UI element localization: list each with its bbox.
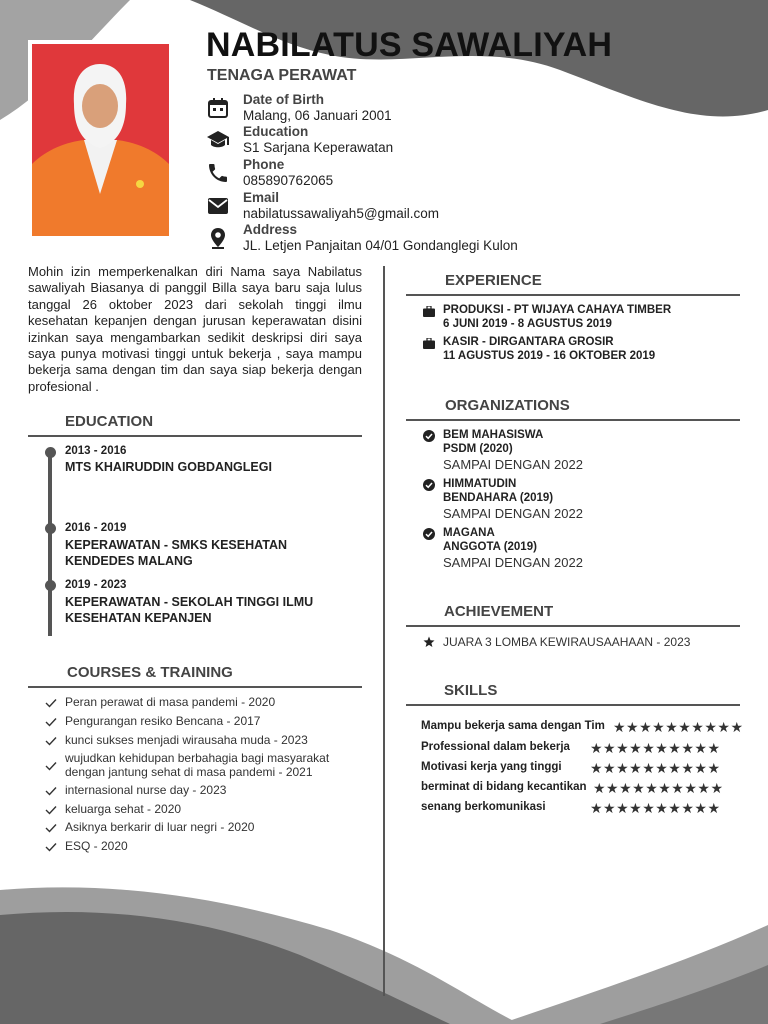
courses-heading: COURSES & TRAINING (67, 664, 233, 681)
about-paragraph: Mohin izin memperkenalkan diri Nama saya Nabilatus sawaliyah Biasanya di panggil Billa saya baru saja lulus tanggal 26 oktober 2023 dari sekolah tinggi ilmu kesehatan kepanjen dengan jurusan keperawatan disini izinkan saya mengambarkan sedikit deskripsi diri saya saya punya motivasi tinggi untuk bekerja , saya mampu bekerja sama dengan tim dan saya siap bekerja dengan profesional . (28, 264, 362, 394)
education-heading: EDUCATION (65, 413, 154, 430)
column-divider (383, 266, 385, 996)
profile-photo (28, 40, 173, 240)
check-circle-icon (423, 479, 435, 491)
contact-label: Email (243, 190, 280, 205)
organization-position: ANGGOTA (2019) (443, 541, 537, 553)
star-icon (423, 636, 435, 648)
organization-position: BENDAHARA (2019) (443, 492, 554, 504)
skill-rating-stars: ★★★★★★★★★★ (613, 719, 744, 735)
skills-underline (406, 704, 740, 706)
course-text: wujudkan kehidupan berbahagia bagi masyarakat (65, 751, 330, 765)
achievement-underline (406, 625, 740, 627)
contact-label: Date of Birth (243, 92, 324, 107)
education-timeline (48, 452, 52, 636)
organization-position: PSDM (2020) (443, 443, 513, 455)
location-pin-icon (206, 226, 230, 250)
experience-period: 11 AGUSTUS 2019 - 16 OKTOBER 2019 (443, 350, 656, 362)
experience-role: PRODUKSI - PT WIJAYA CAHAYA TIMBER (443, 304, 672, 316)
contact-label: Address (243, 222, 298, 237)
checkmark-icon (45, 717, 57, 727)
email-icon (206, 194, 230, 218)
checkmark-icon (45, 805, 57, 815)
briefcase-icon (423, 306, 435, 317)
phone-icon (206, 161, 230, 185)
skill-name: senang berkomunikasi (421, 801, 546, 813)
contact-value: S1 Sarjana Keperawatan (243, 140, 394, 155)
course-text: keluarga sehat - 2020 (65, 802, 182, 816)
education-underline (28, 435, 362, 437)
contact-value: nabilatussawaliyah5@gmail.com (243, 206, 440, 221)
experience-role: KASIR - DIRGANTARA GROSIR (443, 336, 614, 348)
education-years: 2019 - 2023 (65, 579, 127, 591)
skill-rating-stars: ★★★★★★★★★★ (590, 800, 721, 816)
courses-underline (28, 686, 362, 688)
checkmark-icon (45, 698, 57, 708)
organization-name: BEM MAHASISWA (443, 429, 544, 441)
organization-period: SAMPAI DENGAN 2022 (443, 457, 583, 472)
graduation-cap-icon (206, 128, 230, 152)
checkmark-icon (45, 842, 57, 852)
calendar-icon (206, 96, 230, 120)
course-text: internasional nurse day - 2023 (65, 783, 227, 797)
contact-value: JL. Letjen Panjaitan 04/01 Gondanglegi Kulon (243, 238, 518, 253)
organizations-underline (406, 419, 740, 421)
briefcase-icon (423, 338, 435, 349)
skill-rating-stars: ★★★★★★★★★★ (593, 780, 724, 796)
education-years: 2013 - 2016 (65, 445, 127, 457)
timeline-dot (45, 447, 56, 458)
organizations-heading: ORGANIZATIONS (445, 397, 570, 414)
contact-value: Malang, 06 Januari 2001 (243, 108, 392, 123)
checkmark-icon (45, 786, 57, 796)
skill-name: berminat di bidang kecantikan (421, 781, 587, 793)
skill-name: Motivasi kerja yang tinggi (421, 761, 562, 773)
course-text: Asiknya berkarir di luar negri - 2020 (65, 820, 255, 834)
course-text: kunci sukses menjadi wirausaha muda - 2023 (65, 733, 308, 747)
organization-period: SAMPAI DENGAN 2022 (443, 506, 583, 521)
organization-period: SAMPAI DENGAN 2022 (443, 555, 583, 570)
full-name: NABILATUS SAWALIYAH (206, 26, 613, 64)
course-text: dengan jantung sehat di masa pandemi - 2021 (65, 765, 313, 779)
job-title: TENAGA PERAWAT (207, 67, 357, 84)
education-school: MTS KHAIRUDDIN GOBDANGLEGI (65, 460, 272, 474)
skill-name: Mampu bekerja sama dengan Tim (421, 720, 605, 732)
education-school: KEPERAWATAN - SEKOLAH TINGGI ILMU KESEHATAN KEPANJEN (65, 595, 314, 625)
contact-label: Phone (243, 157, 285, 172)
skill-rating-stars: ★★★★★★★★★★ (590, 740, 721, 756)
achievement-heading: ACHIEVEMENT (444, 603, 554, 620)
organization-name: MAGANA (443, 527, 495, 539)
course-text: Pengurangan resiko Bencana - 2017 (65, 714, 261, 728)
organization-name: HIMMATUDIN (443, 478, 517, 490)
course-text: Peran perawat di masa pandemi - 2020 (65, 695, 276, 709)
timeline-dot (45, 523, 56, 534)
experience-heading: EXPERIENCE (445, 272, 542, 289)
timeline-dot (45, 580, 56, 591)
check-circle-icon (423, 430, 435, 442)
checkmark-icon (45, 761, 57, 771)
skill-rating-stars: ★★★★★★★★★★ (590, 760, 721, 776)
experience-underline (406, 294, 740, 296)
course-text: ESQ - 2020 (65, 839, 128, 853)
contact-value: 085890762065 (243, 173, 334, 188)
contact-label: Education (243, 124, 309, 139)
education-years: 2016 - 2019 (65, 522, 127, 534)
skill-name: Professional dalam bekerja (421, 741, 570, 753)
checkmark-icon (45, 823, 57, 833)
check-circle-icon (423, 528, 435, 540)
experience-period: 6 JUNI 2019 - 8 AGUSTUS 2019 (443, 318, 612, 330)
education-school: KEPERAWATAN - SMKS KESEHATAN KENDEDES MALANG (65, 538, 287, 568)
skills-heading: SKILLS (444, 682, 498, 699)
achievement-text: JUARA 3 LOMBA KEWIRAUSAAHAAN - 2023 (443, 635, 691, 649)
checkmark-icon (45, 736, 57, 746)
